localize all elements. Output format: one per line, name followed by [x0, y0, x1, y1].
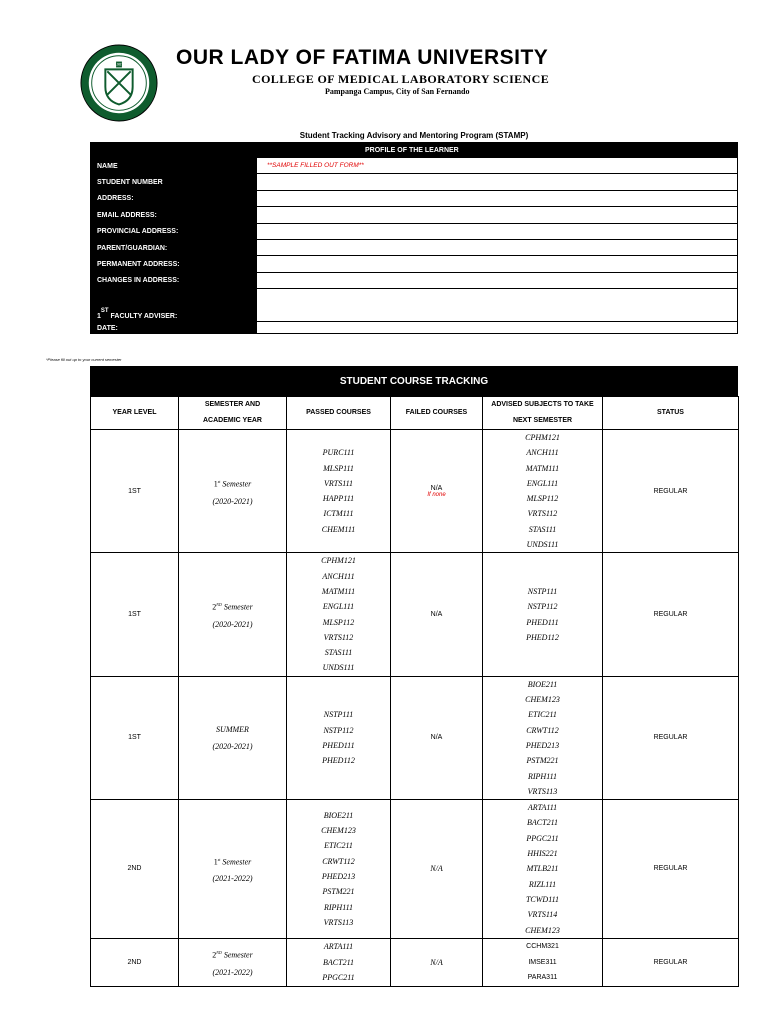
semester-cell: 1st Semester (2021-2022): [179, 800, 287, 939]
course-code: PPGC211: [322, 972, 355, 982]
failed-courses-cell: N/A: [391, 938, 483, 986]
university-name: OUR LADY OF FATIMA UNIVERSITY: [176, 46, 549, 69]
fill-note: *Please fill out up to your current semester: [46, 357, 122, 362]
profile-row-email: [90, 207, 738, 223]
failed-courses-cell: N/A: [391, 800, 483, 939]
course-code: CRWT112: [322, 856, 355, 866]
year-level-cell: 1ST: [91, 430, 179, 553]
program-title: Student Tracking Advisory and Mentoring Program (STAMP): [299, 131, 529, 140]
course-code: PHED213: [525, 740, 560, 750]
semester-cell: 2ND Semester (2020-2021): [179, 553, 287, 676]
course-code: VRTS114: [527, 910, 558, 920]
name-field[interactable]: **SAMPLE FILLED OUT FORM**: [257, 158, 738, 174]
course-code: CPHM121: [321, 556, 356, 566]
field-label: DATE:: [90, 322, 257, 334]
course-code: HHIS221: [527, 849, 558, 859]
course-code: CHEM123: [525, 925, 560, 935]
course-code: RIPH111: [527, 771, 558, 781]
advised-subjects-cell: [483, 676, 603, 799]
course-code: RIPH111: [323, 902, 354, 912]
course-code: MLSP112: [322, 617, 355, 627]
course-code: CPHM121: [525, 433, 560, 442]
status-cell: REGULAR: [603, 553, 739, 676]
tracking-heading: STUDENT COURSE TRACKING: [90, 366, 738, 396]
course-code: HAPP111: [322, 494, 355, 504]
course-code: ICTM111: [323, 509, 354, 519]
course-code: CHEM123: [321, 826, 356, 836]
course-code: ETIC211: [528, 710, 557, 720]
address-field[interactable]: [257, 191, 738, 207]
course-code: VRTS112: [323, 632, 354, 642]
course-code: TCWD111: [525, 894, 560, 904]
profile-heading: PROFILE OF THE LEARNER: [90, 142, 738, 158]
col-year-level: YEAR LEVEL: [91, 397, 179, 430]
course-code: VRTS113: [323, 917, 354, 927]
semester-cell: 1st Semester (2020-2021): [179, 430, 287, 553]
course-code: UNDS111: [322, 663, 355, 673]
course-code: NSTP112: [323, 725, 354, 735]
course-code: ANCH111: [322, 571, 355, 581]
course-code: PURC111: [322, 448, 355, 458]
changes-address-field[interactable]: [257, 273, 738, 289]
course-code: VRTS113: [527, 786, 558, 796]
advised-subjects-cell: [483, 430, 603, 553]
course-code: ANCH111: [526, 448, 559, 458]
course-code: VRTS112: [527, 509, 558, 519]
course-code: ENGL111: [322, 602, 355, 612]
course-code: CHEM111: [321, 524, 356, 534]
col-passed: PASSED COURSES: [287, 397, 391, 430]
course-code: NSTP111: [527, 586, 558, 596]
passed-courses-cell: [287, 800, 391, 939]
course-code: MLSP111: [323, 463, 354, 473]
course-code: NSTP111: [323, 710, 354, 720]
field-label: 1 ST FACULTY ADVISER:: [90, 289, 257, 322]
failed-courses-cell: N/A If none: [391, 430, 483, 553]
status-cell: REGULAR: [603, 676, 739, 799]
field-label: STUDENT NUMBER: [90, 174, 257, 190]
profile-row-changes: [90, 273, 738, 289]
course-code: PARA311: [527, 973, 558, 981]
advised-subjects-cell: [483, 938, 603, 986]
course-code: CHEM123: [525, 695, 560, 705]
field-label: PROVINCIAL ADDRESS:: [90, 224, 257, 240]
svg-text:1967: 1967: [114, 61, 124, 67]
table-header-row: [91, 397, 739, 430]
col-semester: SEMESTER AND ACADEMIC YEAR: [179, 397, 287, 430]
status-cell: REGULAR: [603, 430, 739, 553]
year-level-cell: 2ND: [91, 800, 179, 939]
profile-row-provincial: [90, 224, 738, 240]
course-code: PHED112: [526, 632, 559, 642]
passed-courses-cell: [287, 430, 391, 553]
course-code: PHED213: [321, 871, 356, 881]
university-seal: [80, 44, 158, 122]
col-status: STATUS: [603, 397, 739, 430]
course-code: ARTA111: [527, 803, 558, 813]
college-name: COLLEGE OF MEDICAL LABORATORY SCIENCE: [252, 72, 550, 86]
profile-row-name: [90, 158, 738, 174]
table-row: [91, 938, 739, 986]
course-code: ENGL111: [526, 478, 559, 488]
course-code: CRWT112: [526, 725, 559, 735]
field-label: ADDRESS:: [90, 191, 257, 207]
course-code: BIOE211: [527, 679, 558, 689]
course-code: NSTP112: [527, 602, 558, 612]
provincial-address-field[interactable]: [257, 224, 738, 240]
status-cell: REGULAR: [603, 800, 739, 939]
profile-table: [90, 142, 738, 334]
semester-cell: SUMMER (2020-2021): [179, 676, 287, 799]
passed-courses-cell: [287, 676, 391, 799]
student-number-field[interactable]: [257, 174, 738, 190]
year-level-cell: 2ND: [91, 938, 179, 986]
date-field[interactable]: [257, 322, 738, 334]
table-row: [91, 800, 739, 939]
course-code: CCHM321: [526, 943, 559, 951]
campus-name: Pampanga Campus, City of San Fernando: [325, 87, 470, 96]
failed-courses-cell: N/A: [391, 676, 483, 799]
course-code: BACT211: [323, 957, 354, 967]
course-code: RIZL111: [528, 879, 557, 889]
table-row: [91, 676, 739, 799]
status-cell: REGULAR: [603, 938, 739, 986]
field-label: PARENT/GUARDIAN:: [90, 240, 257, 256]
passed-courses-cell: [287, 938, 391, 986]
field-label: PERMANENT ADDRESS:: [90, 256, 257, 272]
col-failed: FAILED COURSES: [391, 397, 483, 430]
failed-note: If none: [427, 491, 446, 498]
course-code: MTLB211: [526, 864, 559, 874]
guardian-field[interactable]: [257, 240, 738, 256]
field-label: CHANGES IN ADDRESS:: [90, 273, 257, 289]
semester-cell: 2ND Semester (2021-2022): [179, 938, 287, 986]
course-code: PPGC211: [526, 833, 559, 843]
course-tracking-table: [90, 396, 739, 987]
course-code: ARTA111: [323, 942, 354, 952]
table-row: [91, 553, 739, 676]
profile-row-permanent: [90, 256, 738, 272]
adviser-field[interactable]: [257, 289, 738, 322]
course-code: PSTM221: [526, 756, 559, 766]
course-code: STAS111: [528, 524, 557, 534]
course-code: VRTS111: [323, 478, 354, 488]
profile-row-student-number: [90, 174, 738, 190]
passed-courses-cell: [287, 553, 391, 676]
profile-row-date: [90, 322, 738, 334]
course-code: ETIC211: [324, 841, 353, 851]
advised-subjects-cell: [483, 553, 603, 676]
profile-row-adviser: [90, 289, 738, 322]
year-level-cell: 1ST: [91, 676, 179, 799]
course-code: BIOE211: [323, 810, 354, 820]
course-code: MATM111: [321, 586, 356, 596]
advised-subjects-cell: [483, 800, 603, 939]
field-label: NAME: [90, 158, 257, 174]
year-level-cell: 1ST: [91, 553, 179, 676]
col-advised: ADVISED SUBJECTS TO TAKE NEXT SEMESTER: [483, 397, 603, 430]
profile-row-guardian: [90, 240, 738, 256]
course-code: IMSE311: [528, 958, 557, 966]
failed-courses-cell: N/A: [391, 553, 483, 676]
table-row: [91, 430, 739, 553]
course-code: MLSP112: [526, 494, 559, 504]
course-code: PHED111: [526, 617, 559, 627]
course-code: MATM111: [525, 463, 560, 473]
email-field[interactable]: [257, 207, 738, 223]
profile-row-address: [90, 191, 738, 207]
course-code: STAS111: [324, 648, 353, 658]
course-code: BACT211: [527, 818, 558, 828]
permanent-address-field[interactable]: [257, 256, 738, 272]
course-code: PSTM221: [322, 887, 355, 897]
course-code: PHED111: [322, 740, 355, 750]
course-code: UNDS111: [526, 540, 559, 550]
field-label: EMAIL ADDRESS:: [90, 207, 257, 223]
course-code: PHED112: [322, 756, 355, 766]
